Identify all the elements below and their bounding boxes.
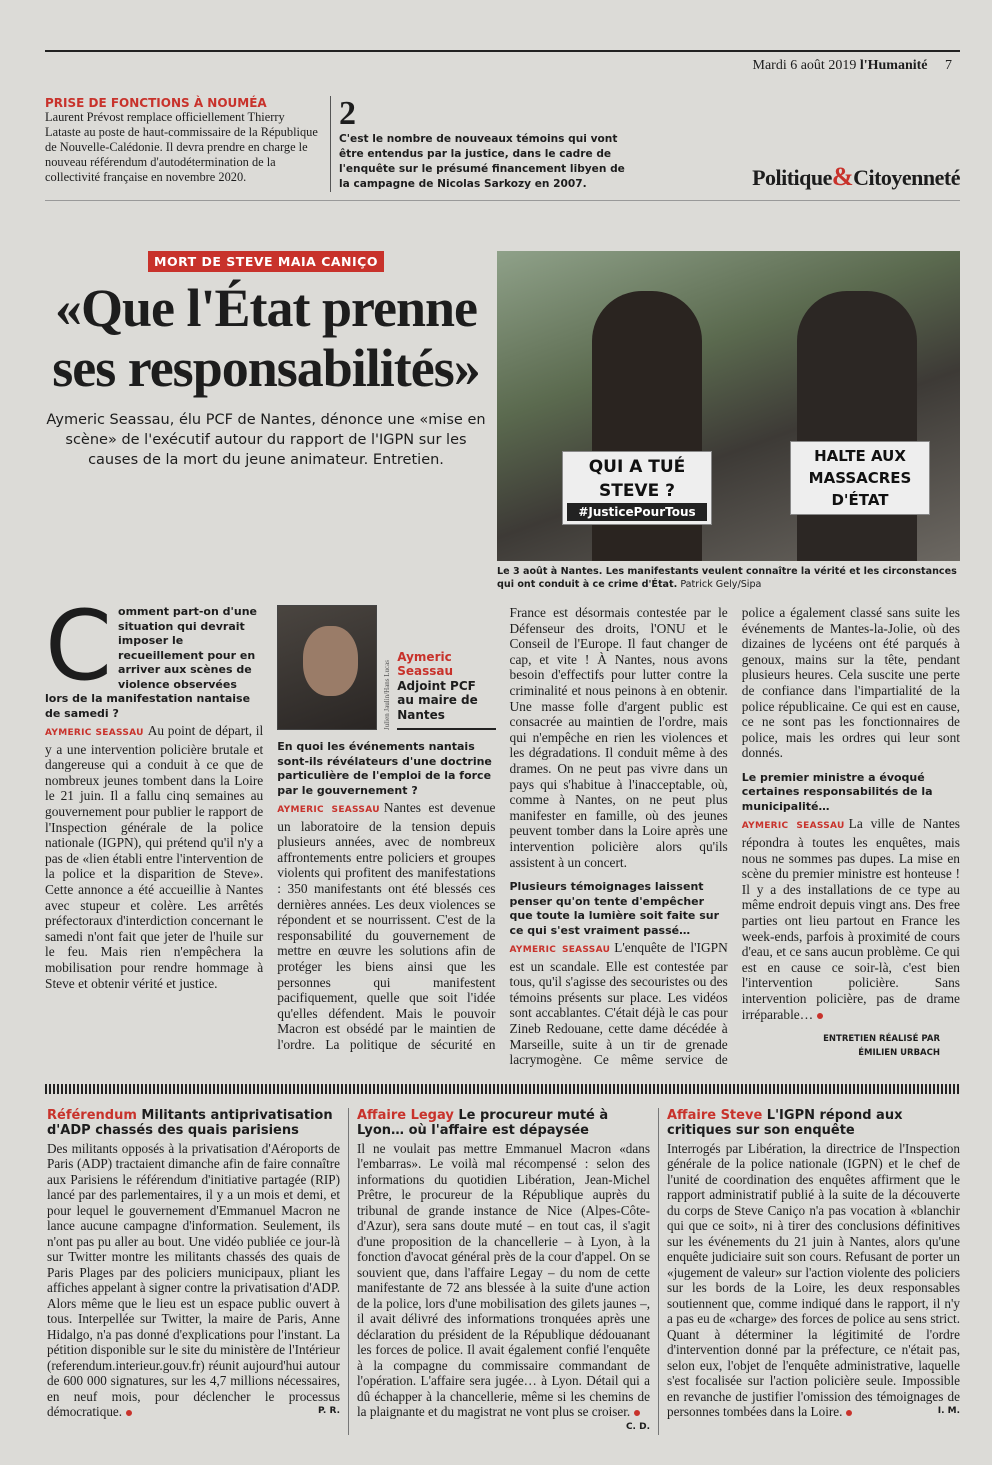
interview-credit: ENTRETIEN RÉALISÉ PAR ÉMILIEN URBACH [823,1034,940,1059]
end-mark-icon [634,1410,640,1416]
protest-sign-steve: QUI A TUÉ STEVE ? #JusticePourTous [562,451,712,525]
dashed-divider [45,1084,960,1094]
big-number: 2 [339,95,356,132]
brief-headline: Militants antiprivatisation d'ADP chassés des quais parisiens [47,1107,333,1138]
answer-1: AYMERIC SEASSAU Au point de départ, il y a une intervention policière brutale et dangereuse qui a conduit à ce que de nombreux jeunes tombent dans la Loire le 21 juin. Il a fallu cinq semaines au gouvernement pour publier le rapport de l'Inspection générale de la police nationale (IGPN), qui prétend qu'il n'y a pas de «lien établi entre l'intervention de la police et la disparition de Steve». Cette annonce a été accueillie à Nantes avec stupeur et colère. Les arrêtés préfectoraux d'interdiction concernant le samedi n'ont fait que jeter de l'huile sur le feu. Mais rien n'empêchera la mobilisation pour rendre hommage à Steve et obtenir vérité et justice. [45,723,264,991]
portrait-rule [397,728,495,730]
news-photo [497,251,960,561]
photo-block [497,251,960,591]
block-1 [45,590,264,991]
headline: «Que l'État prenne ses responsabilités» [52,278,480,398]
masthead-line [45,50,960,74]
kicker: MORT DE STEVE MAIA CANIÇO [148,251,384,272]
bottom-briefs [45,1108,960,1436]
brief-referendum [45,1108,348,1436]
portrait-caption [397,650,495,731]
end-mark-icon [126,1410,132,1416]
end-mark-icon [846,1410,852,1416]
article-top [45,251,960,591]
end-mark-icon [817,1013,823,1019]
standfirst: Aymeric Seassau, élu PCF de Nantes, dénonce une «mise en scène» de l'exécutif autour du rapport de l'IGPN sur les causes de la mort du jeune animateur. Entretien. [46,412,486,468]
drop-cap: C [45,590,113,702]
brief-headline: Le procureur muté à Lyon… où l'affaire est dépaysée [357,1107,609,1138]
brief-noumea [45,96,330,185]
brief-tag: Affaire Legay [357,1107,454,1123]
paper-name: l'Humanité [859,58,928,73]
interview-body [45,590,960,1068]
top-briefs [45,96,960,201]
brief-headline: L'IGPN répond aux critiques sur son enquête [667,1107,903,1138]
brief-text: Interrogés par Libération, la directrice de l'Inspection générale de la police nationale (IGPN) et le chef de l'unité de coordination des enquêtes affirment que le rapport administratif publié à la suite de la découverte du corps de Steve Caniço n'a pas vocation à «blanchir qui que ce soit», ni à tirer des conclusions définitives sur les événements du 21 juin à Nantes, alors qu'une enquête judiciaire suit son cours. Refusant de porter un «jugement de valeur» sur l'action violente des policiers sur les bords de la Loire, les deux responsables soutiennent que, comme indiqué dans le rapport, il n'y a pas eu de «charge» des forces de police au sens strict. Quant à déterminer la légitimité de l'ordre d'intervention donné par la préfecture, ce n'était pas, selon eux, l'objet de l'enquête administrative, laquelle s'est focalisée sur l'action policière seule. Impossible en revanche de justifier l'omission des témoignages de personnes tombées dans la Loire. I. M. [667,1140,960,1420]
answer-3: AYMERIC SEASSAU L'enquête de l'IGPN est un scandale. Elle est contestée par tous, qu'il s'agisse des secouristes ou des témoins présents sur place. Les vidéos sont accablantes. C'était déjà le cas pour Zineb Redouane, cette dame décédée à Marseille, suite à un tir de grenade lacrymogène. Ce même service de police a également classé sans suite les événements de Mantes-la-Jolie, où des dizaines de lycéens ont été parqués à genoux, mains sur la tête, pendant plusieurs heures. Cela suscite une perte de confiance dans l'impartialité de la police républicaine. Ce qui est en cause, ce ne sont pas les fonctionnaires de police, mais les ordres qui leur sont donnés. [509,605,960,1068]
portrait-credit: Julien Jaulin/Hans Lucas [383,660,392,730]
portrait-block [277,605,495,730]
brief-text: Laurent Prévost remplace officiellement Thierry Lataste au poste de haut-commissaire de la République de Nouvelle-Calédonie. Il devra prendre en charge le nouveau référendum d'autodétermination de la collectivité française en novembre 2020. [45,110,318,184]
answer-4: AYMERIC SEASSAU La ville de Nantes répondra à toutes les enquêtes, mais nous ne sommes pas dupes. La mise en scène du premier ministre est honteuse ! Il y a des installations de ce type au même endroit depuis vingt ans. Des free parties ont lieu partout en France les week-ends, parfois à proximité de cours d'eau, et ce sans aucun problème. Ce qui est en cause ce soir-là, c'est bien l'intervention policière. Sans intervention policière, pas de drame irréparable… [741,816,960,1022]
protest-sign-halte: HALTE AUX MASSACRES D'ÉTAT [790,441,930,515]
caption-text: Le 3 août à Nantes. Les manifestants veulent connaître la vérité et les circonstances qui ont conduit à ce crime d'État. [497,566,957,590]
brief-legay [348,1108,658,1436]
brief-text: Des militants opposés à la privatisation d'Aéroports de Paris (ADP) tractaient dimanche afin de faire connaître aux Parisiens le référendum d'initiative partagée (RIP) lancé par des parlementaires, il y a un mois et demi, et pour lequel le gouvernement d'Emmanuel Macron ne lance aucune campagne d'information. Seulement, ils n'ont pas pu aller au bout. Une vidéo publiée ce jour-là sur Twitter montre les militants chassés des quais de Paris Plages par des policiers municipaux, pliant les affiches appelant à signer contre la privatisation d'ADP. Alors même que le lieu est un espace public ouvert à tous. Interpellée sur Twitter, la maire de Paris, Anne Hidalgo, n'a pas donné d'explications pour l'instant. La pétition disponible sur le site du ministère de l'Intérieur (referendum.interieur.gouv.fr) réunit aujourd'hui autour de 600 000 signatures, sur les 4,7 millions nécessaires, en neuf mois, pour déclencher le processus démocratique. P. R. [47,1140,340,1420]
headline-block [45,251,487,591]
question-3: Plusieurs témoignages laissent penser qu'on tente d'empêcher que toute la lumière soit faite sur ce qui s'est vraiment passé… [509,880,720,937]
page-number: 7 [945,58,952,73]
brief-number-text: C'est le nombre de nouveaux témoins qui vont être entendus par la justice, dans le cadre de l'enquête sur le présumé financement libyen de la campagne de Nicolas Sarkozy en 2007. [339,133,625,190]
question-4: Le premier ministre a évoqué certaines responsabilités de la municipalité… [741,770,933,813]
issue-date: Mardi 6 août 2019 [752,58,857,73]
brief-title: PRISE DE FONCTIONS À NOUMÉA [45,96,267,110]
brief-number [330,96,630,192]
section-title: Politique&Citoyenneté [752,162,960,191]
protester-figure [797,291,917,561]
question-2: En quoi les événements nantais sont-ils révélateurs d'une doctrine particulière de l'emploi de la force par le gouvernement ? [277,740,492,797]
portrait-role: Adjoint PCF au maire de Nantes [397,678,478,722]
brief-tag: Référendum [47,1107,137,1123]
question-1: omment part-on d'une situation qui devrait imposer le recueillement pour en arriver aux scènes de violence observées lors de la manifestation nantaise de samedi ? [45,605,258,720]
photo-credit: Patrick Gely/Sipa [680,579,762,590]
brief-text: Il ne voulait pas mettre Emmanuel Macron «dans l'embarras». Le voilà mal récompensé : selon des informations du quotidien Libération, Jean-Michel Prêtre, le procureur de la République auprès du tribunal de grande instance de Nice (Alpes-Côte-d'Azur), sera sans doute muté – en tout cas, il s'agit d'une proposition de la chancellerie – à Lyon, à la fonction d'avocat général près de la cour d'appel. On se souvient que, dans l'affaire Legay – du nom de cette manifestante de 72 ans blessée à la suite d'une action de la police, lors d'une mobilisation des gilets jaunes –, il avait délivré des informations tronquées après une déclaration du président de la République dédouanant les forces de police. Il avait également confié l'enquête à la compagne du commissaire commandant de l'opération. L'affaire sera jugée… à Lyon. Détail qui a dû échapper à la chancellerie, même si les chemins de la plaignante et du magistrat ne vont plus se croiser. C. D. [357,1140,650,1432]
brief-tag: Affaire Steve [667,1107,763,1123]
photo-caption [497,565,960,591]
portrait [277,605,377,730]
answer-2: AYMERIC SEASSAU Nantes est devenue un laboratoire de la tension depuis plusieurs années, avec de nombreux affrontements entre policiers et groupes violents qui profitent des manifestations : 350 manifestants ont été blessés ces dernières années. Les deux violences se répondent et se nourrissent. C'est de la responsabilité du gouvernement de mettre en œuvre les solutions afin de protéger les biens ainsi que les personnes qui manifestent pacifiquement, quelle que soit l'idée qu'elles défendent. Mais le pouvoir Macron est obsédé par le maintien de l'ordre. La politique de sécurité en France est désormais contestée par le Défenseur des droits, l'ONU et le Conseil de l'Europe. Il faut changer de cap, et vite ! À Nantes, nous avons besoin d'effectifs pour lutter contre la criminalité et nous peinons à en obtenir. Une masse folle d'argent public est consacrée au maintien de l'ordre, mais qui n'empêche en rien les violences et les dégradations. Il conduit même à des drames. On ne peut pas vivre dans un pays qui s'habitue à l'inacceptable, où, comme à Nantes, on ne peut plus manifester en famille, où des jeunes peuvent tomber dans la Loire après une intervention policière alors qu'ils assistent à un concert. [277,605,728,1052]
brief-steve [658,1108,960,1436]
portrait-name: Aymeric Seassau [397,649,454,678]
portrait-face [303,626,358,696]
